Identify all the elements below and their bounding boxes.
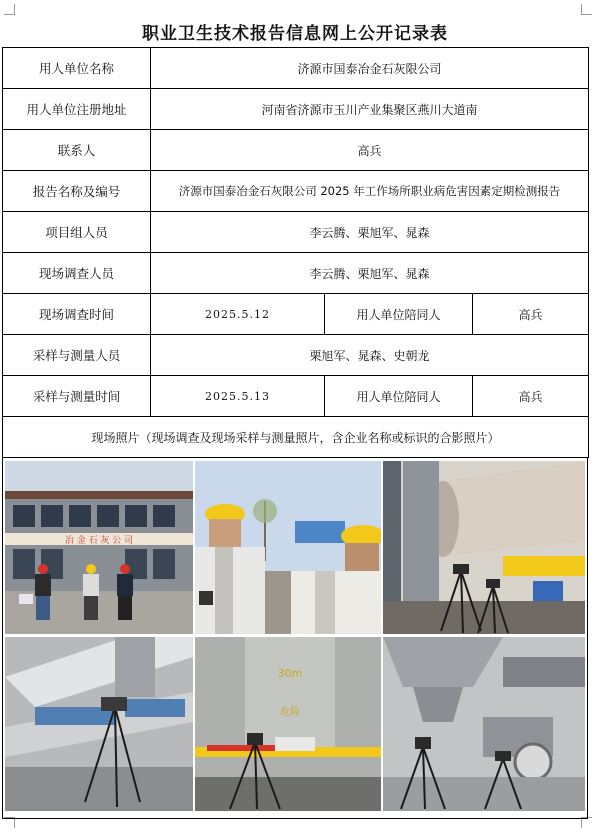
row-sampling-staff <box>3 335 589 376</box>
crop-mark-top-left <box>4 4 15 15</box>
photo-caption: 现场照片（现场调查及现场采样与测量照片，含企业名称或标识的合影照片） <box>3 417 589 458</box>
value-report: 济源市国泰冶金石灰限公司 2025 年工作场所职业病危害因素定期检测报告 <box>151 171 589 212</box>
photo-kiln-sampling-tripod <box>383 461 585 634</box>
photo5-pillar-text: 30m <box>277 667 303 680</box>
row-report <box>3 171 589 212</box>
record-table <box>2 47 589 458</box>
value-companion-1: 高兵 <box>473 294 589 335</box>
photo-group-in-front-of-office <box>5 461 193 634</box>
label-companion-1: 用人单位陪同人 <box>325 294 473 335</box>
label-companion-2: 用人单位陪同人 <box>325 376 473 417</box>
row-site-investigators <box>3 253 589 294</box>
label-sampling-time: 采样与测量时间 <box>3 376 151 417</box>
value-contact: 高兵 <box>151 130 589 171</box>
photo-conveyor-sampling <box>5 637 193 811</box>
photo5-pillar-text2: 危险 <box>280 707 300 718</box>
value-site-investigators: 李云腾、栗旭军、晁森 <box>151 253 589 294</box>
photo-pillar-sampling <box>195 637 381 811</box>
value-employer-name: 济源市国泰冶金石灰限公司 <box>151 48 589 89</box>
row-project-team <box>3 212 589 253</box>
row-site-investigation-time <box>3 294 589 335</box>
value-sampling-date: 2025.5.13 <box>151 376 325 417</box>
photo-grid <box>2 458 588 819</box>
value-companion-2: 高兵 <box>473 376 589 417</box>
crop-mark-top-right <box>581 4 592 15</box>
label-report: 报告名称及编号 <box>3 171 151 212</box>
row-sampling-time <box>3 376 589 417</box>
label-employer-name: 用人单位名称 <box>3 48 151 89</box>
document-title: 职业卫生技术报告信息网上公开记录表 <box>142 24 448 44</box>
photo1-banner-text: 冶 金 石 灰 公 司 <box>64 536 134 546</box>
row-contact <box>3 130 589 171</box>
row-photo-caption <box>3 417 589 458</box>
value-project-team: 李云腾、栗旭军、晁森 <box>151 212 589 253</box>
label-site-investigation-time: 现场调查时间 <box>3 294 151 335</box>
label-registered-address: 用人单位注册地址 <box>3 89 151 130</box>
value-sampling-staff: 栗旭军、晁森、史朝龙 <box>151 335 589 376</box>
row-registered-address <box>3 89 589 130</box>
label-sampling-staff: 采样与测量人员 <box>3 335 151 376</box>
label-contact: 联系人 <box>3 130 151 171</box>
label-site-investigators: 现场调查人员 <box>3 253 151 294</box>
row-employer-name <box>3 48 589 89</box>
label-project-team: 项目组人员 <box>3 212 151 253</box>
value-registered-address: 河南省济源市玉川产业集聚区燕川大道南 <box>151 89 589 130</box>
value-site-investigation-date: 2025.5.12 <box>151 294 325 335</box>
photo-machinery-sampling <box>383 637 585 811</box>
photo-workers-with-helmets <box>195 461 381 634</box>
